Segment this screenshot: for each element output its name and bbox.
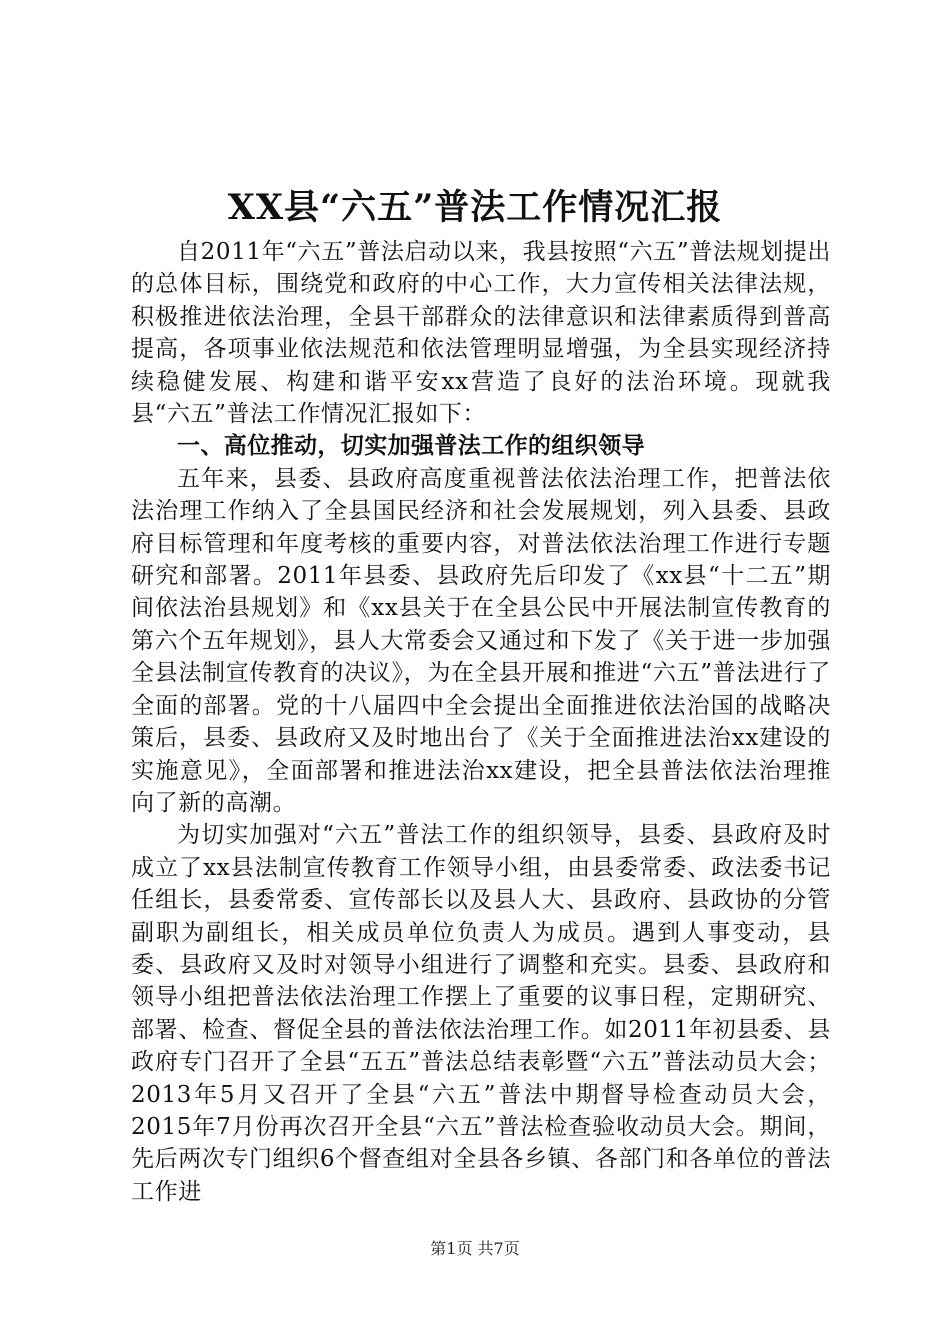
intro-paragraph: 自2011年“六五”普法启动以来，我县按照“六五”普法规划提出的总体目标，围绕党和政府的中心工作，大力宣传相关法律法规，积极推进依法治理，全县干部群众的法律意识和法律素质得到普高提高，各项事业依法规范和依法管理明显增强，为全县实现经济持续稳健发展、构建和谐平安xx营造了良好的法治环境。现就我县“六五”普法工作情况汇报如下： [131,239,831,428]
section-heading-1: 一、高位推动，切实加强普法工作的组织领导 [177,433,645,460]
document-title: XX县“六五”普法工作情况汇报 [227,187,723,228]
body-paragraph-2: 为切实加强对“六五”普法工作的组织领导，县委、县政府及时成立了xx县法制宣传教育工作领导小组，由县委常委、政法委书记任组长，县委常委、宣传部长以及县人大、县政府、县政协的分管副职为副组长，相关成员单位负责人为成员。遇到人事变动，县委、县政府又及时对领导小组进行了调整和充实。县委、县政府和领导小组把普法依法治理工作摆上了重要的议事日程，定期研究、部署、检查、督促全县的普法依法治理工作。如2011年初县委、县政府专门召开了全县“五五”普法总结表彰暨“六五”普法动员大会；2013年5月又召开了全县“六五”普法中期督导检查动员大会，2015年7月份再次召开全县“六五”普法检查验收动员大会。期间，先后两次专门组织6个督查组对全县各乡镇、各部门和各单位的普法工作进 [131,822,831,1205]
page-number-footer: 第1页 共7页 [430,1239,520,1258]
body-paragraph-1: 五年来，县委、县政府高度重视普法依法治理工作，把普法依法治理工作纳入了全县国民经济和社会发展规划，列入县委、县政府目标管理和年度考核的重要内容，对普法依法治理工作进行专题研究和部署。2011年县委、县政府先后印发了《xx县“十二五”期间依法治县规划》和《xx县关于在全县公民中开展法制宣传教育的第六个五年规划》，县人大常委会又通过和下发了《关于进一步加强全县法制宣传教育的决议》，为在全县开展和推进“六五”普法进行了全面的部署。党的十八届四中全会提出全面推进依法治国的战略决策后，县委、县政府又及时地出台了《关于全面推进法治xx建设的实施意见》，全面部署和推进法治xx建设，把全县普法依法治理推向了新的高潮。 [131,465,831,816]
document-body [131,236,831,1208]
